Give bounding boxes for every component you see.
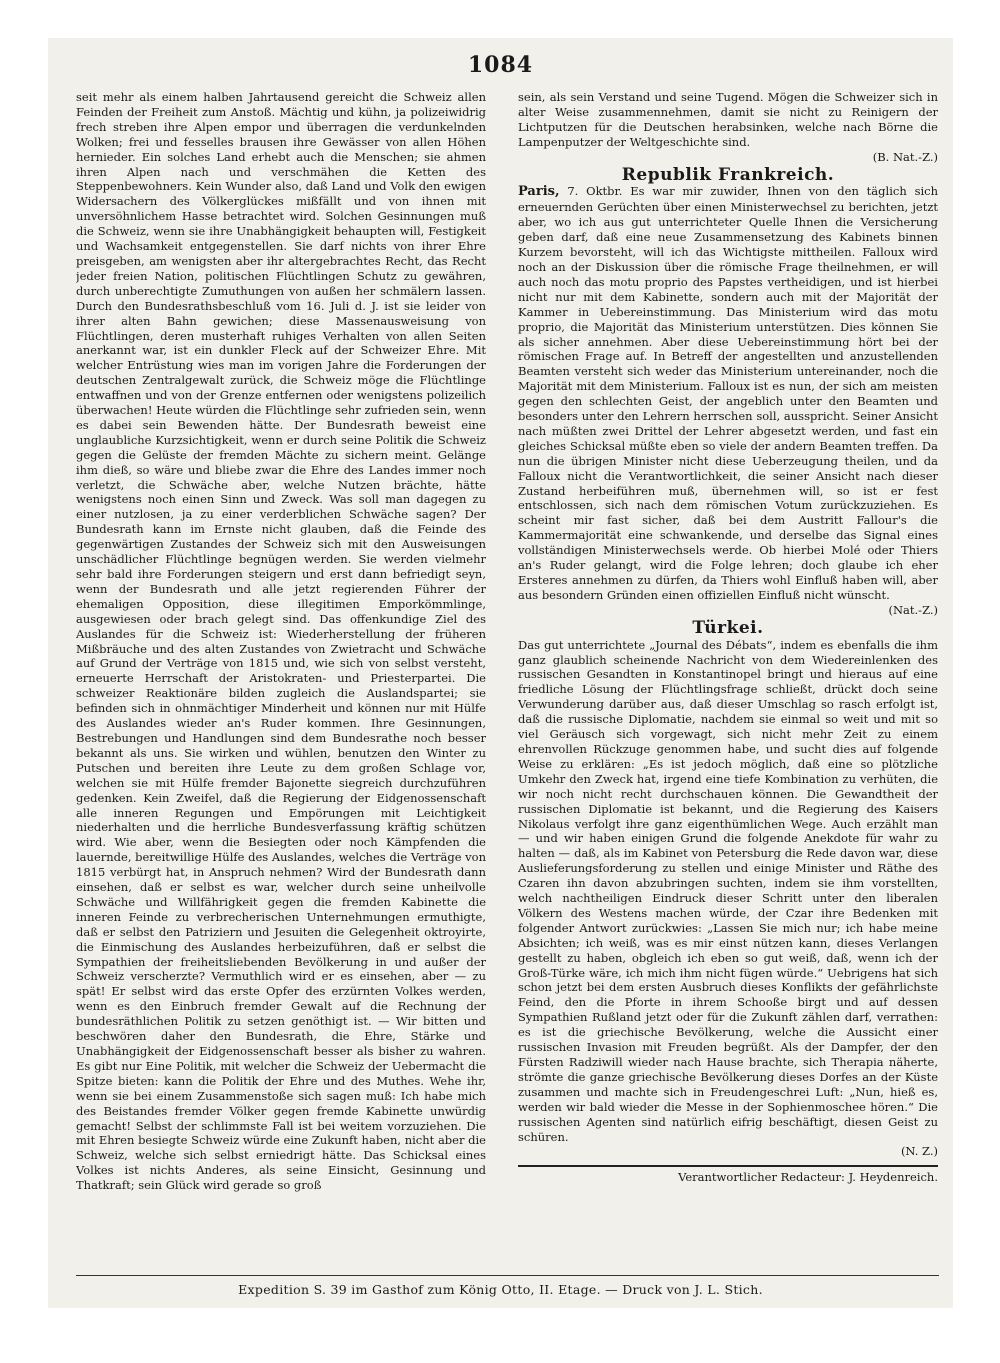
left-column: [76, 90, 486, 1268]
footer-rule: [76, 1275, 939, 1276]
switzerland-article-text: seit mehr als einem halben Jahrtausend gereicht die Schweiz allen Feinden der Freiheit zum Anstoß. Mächtig und kühn, ja polizeiwidrig frech streben ihre Alpen empor und überragen die verdunkelnden Wolken; frei und fesselles brausen ihre Gewässer von allen Höhen hernieder. Ein solches Land erhebt auch die Menschen; sie ahmen ihren Alpen nach und verschmähen die Ketten des Steppenbewohners. Kein Wunder also, daß Land und Volk den ewigen Widersachern des Völkerglückes mißfällt und von ihnen mit unversöhnlichem Hasse betrachtet wird. Solchen Gesinnungen muß die Schweiz, wenn sie ihre Unabhängigkeit behaupten will, Festigkeit und Wachsamkeit entgegenstellen. Sie darf nichts von ihrer Ehre preisgeben, am wenigsten aber ihr altergebrachtes Recht, das Recht jeder freien Nation, politischen Flüchtlingen Schutz zu gewähren, durch unberechtigte Zumuthungen von außen her schmälern lassen. Durch den Bundesrathsbeschluß vom 16. Juli d. J. ist sie leider von ihrer alten Bahn gewichen; diese Massenausweisung von Flüchtlingen, deren musterhaft ruhiges Verhalten von allen Seiten anerkannt war, ist ein dunkler Fleck auf der Schweizer Ehre. Mit welcher Entrüstung wies man im vorigen Jahre die Forderungen der deutschen Zentralgewalt zurück, die Schweiz möge die Flüchtlinge entwaffnen und von der Grenze entfernen oder wenigstens polizeilich überwachen! Heute würden die Flüchtlinge sehr zufrieden sein, wenn es dabei sein Bewenden hätte. Der Bundesrath beweist eine unglaubliche Kurzsichtigkeit, wenn er durch seine Politik die Schweiz gegen die Gelüste der fremden Mächte zu sichern meint. Gelänge ihm dieß, so wäre und bliebe zwar die Ehre des Landes immer noch verletzt, die Schwäche aber, welche Nutzen brächte, hätte wenigstens noch einen Sinn und Zweck. Was soll man dagegen zu einer nutzlosen, ja zu einer verderblichen Schwäche sagen? Der Bundesrath kann im Ernste nicht glauben, daß die Feinde des gegenwärtigen Zustandes der Schweiz sich mit den Ausweisungen unschädlicher Flüchtlinge begnügen werden. Sie werden vielmehr sehr bald ihre Forderungen steigern und erst dann befriedigt seyn, wenn der Bundesrath und alle jetzt regierenden Führer der ehemaligen Opposition, diese illegitimen Emporkömmlinge, ausgewiesen oder brach gelegt sind. Das offenkundige Ziel des Auslandes für die Schweiz ist: Wiederherstellung der früheren Mißbräuche und des alten Zustandes von Zwietracht und Schwäche auf Grund der Verträge von 1815 und, wie sich von selbst versteht, erneuerte Herrschaft der Aristokraten- und Priesterpartei. Die schweizer Reaktionäre bilden zugleich die Auslandspartei; sie befinden sich in ohnmächtiger Minderheit und können nur mit Hülfe des Auslandes wieder an's Ruder kommen. Ihre Gesinnungen, Bestrebungen und Handlungen sind dem Bundesrathe noch besser bekannt als uns. Sie wirken und wühlen, benutzen den Winter zu Putschen und bereiten ihre Leute zu dem großen Schlage vor, welchen sie mit Hülfe fremder Bajonette siegreich durchzuführen gedenken. Kein Zweifel, daß die Regierung der Eidgenossenschaft alle inneren Regungen und Empörungen mit Leichtigkeit niederhalten und die herrliche Bundesverfassung kräftig schützen wird. Wie aber, wenn die Besiegten oder noch Kämpfenden die lauernde, bereitwillige Hülfe des Auslandes, welches die Verträge von 1815 verbürgt hat, in Anspruch nehmen? Wird der Bundesrath dann einsehen, daß er selbst es war, welcher durch seine unheilvolle Schwäche und Willfährigkeit gegen die fremden Kabinette die inneren Feinde zu verbrecherischen Unternehmungen ermuthigte, daß er selbst den Patriziern und Jesuiten die Gelegenheit oktroyirte, die Einmischung des Auslandes herbeizuführen, daß er selbst die Sympathien der freiheitsliebenden Bevölkerung in und außer der Schweiz verscherzte? Vermuthlich wird er es einsehen, aber — zu spät! Er selbst wird das erste Opfer des erzürnten Volkes werden, wenn es den Einbruch fremder Gewalt auf die Rechnung der bundesräthlichen Politik zu setzen genöthigt ist. — Wir bitten und beschwören daher den Bundesrath, die Ehre, Stärke und Unabhängigkeit der Eidgenossenschaft besser als bisher zu wahren. Es gibt nur Eine Politik, mit welcher die Schweiz der Uebermacht die Spitze bieten: kann die Politik der Ehre und des Muthes. Wehe ihr, wenn sie bei einem Zusammenstoße sich sagen muß: Ich habe mich des Beistandes fremder Völker gegen fremde Kabinette unwürdig gemacht! Selbst der schlimmste Fall ist bei weitem vorzuziehen. Die mit Ehren besiegte Schweiz würde eine Zukunft haben, nicht aber die Schweiz, welche sich selbst erniedrigt hätte. Das Schicksal eines Volkes ist nichts Anderes, als seine Einsicht, Gesinnung und Thatkraft; sein Glück wird gerade so groß: [76, 90, 486, 1193]
switzerland-article-continuation: sein, als sein Verstand und seine Tugend. Mögen die Schweizer sich in alter Weise zusammennehmen, damit sie nicht zu Reinigern der Lichtputzen für die Deutschen herabsinken, welche nach Börne die Lampenputzer der Weltgeschichte sind.: [518, 90, 938, 149]
page-number: 1084: [467, 52, 534, 78]
turkey-source: (N. Z.): [900, 1144, 938, 1159]
imprint-line: Expedition S. 39 im Gasthof zum König Otto, II. Etage. — Druck von J. L. Stich.: [238, 1282, 763, 1297]
heading-france: Republik Frankreich.: [621, 164, 835, 185]
france-source: (Nat.-Z.): [888, 602, 938, 617]
france-article: [518, 184, 938, 602]
turkey-article-text: Das gut unterrichtete „Journal des Débats“, indem es ebenfalls die ihm ganz glaublich scheinende Nachricht von dem Wiedereinlenken des russischen Gesandten in Konstantinopel bringt und hieraus auf eine friedliche Lösung der Flüchtlingsfrage schließt, drückt doch seine Verwunderung darüber aus, daß dieser Umschlag so rasch erfolgt ist, daß die russische Diplomatie, nachdem sie einmal so weit und mit so viel Geräusch sich vorgewagt, sich nicht mehr Zeit zu einem ehrenvollen Rückzuge genommen habe, und sucht dies auf folgende Weise zu erklären: „Es ist jedoch möglich, daß eine so plötzliche Umkehr den Zweck hat, irgend eine tiefe Kombination zu verhüten, die wir noch nicht recht durchschauen können. Die Gewandtheit der russischen Diplomatie ist bekannt, und die Regierung des Kaisers Nikolaus verfolgt ihre ganz eigenthümlichen Wege. Auch erzählt man — und wir haben einigen Grund die folgende Anekdote für wahr zu halten — daß, als im Kabinet von Petersburg die Rede davon war, diese Auslieferungsforderung zu stellen und einige Minister und Räthe des Czaren ihn davon abzubringen suchten, indem sie ihm vorstellten, welch nachtheiligen Eindruck dieser Schritt unter den liberalen Völkern des Westens machen würde, der Czar ihre Bedenken mit folgender Antwort zurückwies: „Lassen Sie mich nur; ich habe meine Absichten; ich weiß, was es mir einst nützen kann, dieses Verlangen gestellt zu haben, obgleich ich eben so gut weiß, daß, wenn ich der Groß-Türke wäre, ich mich ihm nicht fügen würde.“ Uebrigens hat sich schon jetzt bei dem ersten Ausbruch dieses Konflikts der gefährlichste Feind, den die Pforte in ihrem Schooße birgt und auf dessen Sympathien Rußland jetzt oder für die Zukunft zählen darf, verrathen: es ist die griechische Bevölkerung, welche die Aussicht einer russischen Invasion mit Freuden begrüßt. Als der Dampfer, der den Fürsten Radziwill wieder nach Hause brachte, sich Therapia näherte, strömte die ganze griechische Bevölkerung dieses Dorfes an der Küste zusammen und machte sich in Freudengeschrei Luft: „Nun, hieß es, werden wir bald wieder die Messe in der Sophienmoschee hören.“ Die russischen Agenten sind natürlich eifrig beschäftigt, diesen Geist zu schüren.: [518, 637, 938, 1144]
editor-rule: [518, 1165, 938, 1167]
france-dateline: Paris,: [518, 184, 560, 200]
switzerland-source: (B. Nat.-Z.): [872, 149, 938, 164]
responsible-editor: Verantwortlicher Redacteur: J. Heydenreich.: [678, 1170, 938, 1185]
france-date: 7. Oktbr.: [567, 184, 623, 199]
heading-turkey: Türkei.: [692, 617, 764, 638]
right-column: [518, 90, 938, 1268]
newspaper-page: [48, 38, 953, 1308]
france-article-text: Es war mir zuwider, Ihnen von den täglich sich erneuernden Gerüchten über einen Ministerwechsel zu berichten, jetzt aber, wo ich aus gut unterrichteter Quelle Ihnen die Versicherung geben darf, daß eine neue Zusammensetzung des Kabinets binnen Kurzem bevorsteht, will ich das Wichtigste mittheilen. Falloux wird noch an der Diskussion über die römische Frage theilnehmen, er will auch noch das motu proprio des Papstes vertheidigen, und ist hierbei nicht nur mit dem Kabinette, sondern auch mit der Majorität der Kammer in Uebereinstimmung. Das Ministerium wird das motu proprio, die Majorität das Ministerium unterstützen. Dies können Sie als sicher annehmen. Aber diese Uebereinstimmung hört bei der römischen Frage auf. In Betreff der angestellten und anzustellenden Beamten versteht sich weder das Ministerium untereinander, noch die Majorität mit dem Ministerium. Falloux ist es nun, der sich am meisten gegen den schlechten Geist, der angeblich unter den Beamten und besonders unter den Lehrern herrschen soll, ausspricht. Seiner Ansicht nach müßten zwei Drittel der Lehrer abgesetzt werden, und fast ein gleiches Schicksal müßte eben so viele der andern Beamten treffen. Da nun die übrigen Minister nicht diese Ueberzeugung theilen, und da Falloux nicht die Verantwortlichkeit, die seiner Ansicht nach dieser Zustand herbeiführen muß, übernehmen will, so ist er fest entschlossen, sich nach dem römischen Votum zurückzuziehen. Es scheint mir fast sicher, daß bei dem Austritt Fallour's die Kammermajorität eine schwankende, und derselbe das Signal eines vollständigen Ministerwechsels werde. Ob hierbei Molé oder Thiers an's Ruder gelangt, wird die Folge lehren; doch glaube ich eher Ersteres annehmen zu dürfen, da Thiers wohl Einfluß haben will, aber aus besondern Gründen einen offiziellen Einfluß nicht wünscht.: [518, 184, 938, 602]
